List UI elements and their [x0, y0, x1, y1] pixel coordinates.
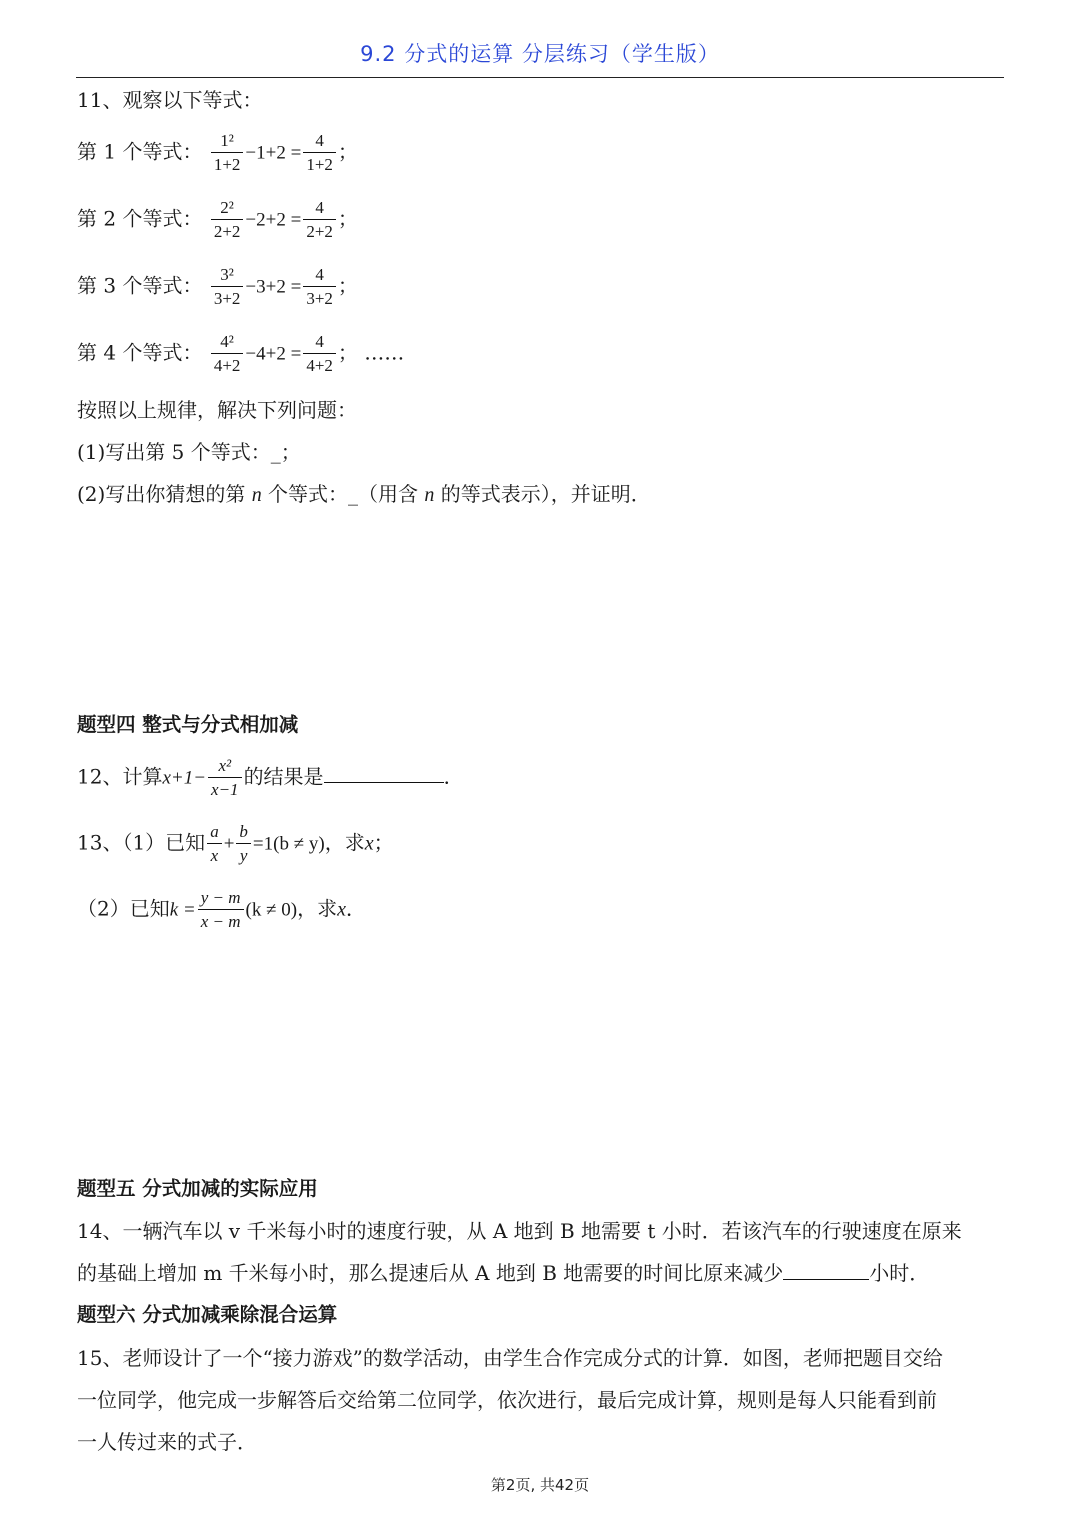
- q11-part-1: (1)写出第 5 个等式：_；: [77, 440, 301, 464]
- q13-fraction-a: $\frac{a}{x}$: [207, 823, 222, 865]
- q15-line-3: 一人传过来的式子．: [77, 1430, 257, 1454]
- q11-part-2: (2)写出你猜想的第 n 个等式：_（用含 n 的等式表示），并证明．: [77, 482, 651, 506]
- q11-rule-text: 按照以上规律，解决下列问题：: [77, 398, 357, 422]
- eq3-right-fraction: $\frac{4}{3+2}$: [303, 266, 336, 308]
- q11-equation-2: 第 2 个等式： $\frac{\text{2²}}{2+2}$ −2+2 = $\frac{4}{2+2}$ ；: [77, 198, 358, 241]
- eq2-label: 第 2 个等式：: [77, 206, 203, 231]
- q13-fraction-k: $\frac{y - m}{x - m}$: [198, 889, 244, 931]
- q14-line-1: 14、一辆汽车以 v 千米每小时的速度行驶，从 A 地到 B 地需要 t 小时．若该汽车的行驶速度在原来: [77, 1219, 962, 1243]
- eq4-left-fraction: $\frac{\text{4²}}{4+2}$: [211, 333, 244, 375]
- eq4-label: 第 4 个等式：: [77, 340, 203, 365]
- q12-answer-blank[interactable]: [324, 764, 444, 783]
- section-6-title: 题型六 分式加减乘除混合运算: [77, 1303, 338, 1326]
- eq3-left-fraction: $\frac{\text{3²}}{3+2}$: [211, 266, 244, 308]
- eq1-label: 第 1 个等式：: [77, 139, 203, 164]
- eq3-label: 第 3 个等式：: [77, 273, 203, 298]
- eq1-right-fraction: $\frac{4}{1+2}$: [303, 132, 336, 174]
- q13-fraction-b: $\frac{b}{y}$: [236, 823, 251, 865]
- eq1-left-fraction: $\frac{\text{1²}}{1+2}$: [211, 132, 244, 174]
- q11-equation-3: 第 3 个等式： $\frac{\text{3²}}{3+2}$ −3+2 = $\frac{4}{3+2}$ ；: [77, 265, 358, 308]
- q11-equation-1: 第 1 个等式： $\frac{\text{1²}}{1+2}$ −1+2 = $\frac{4}{1+2}$ ；: [77, 131, 358, 174]
- q12-fraction: $\frac{\text{x²}}{x-1}$: [208, 757, 242, 799]
- q11-equation-4: 第 4 个等式： $\frac{\text{4²}}{4+2}$ −4+2 = $\frac{4}{4+2}$ ； ……: [77, 332, 405, 375]
- section-5-title: 题型五 分式加减的实际应用: [77, 1177, 318, 1200]
- q13-part-1: 13、（1）已知 $\frac{a}{x}$ + $\frac{b}{y}$ =1(b ≠ y)，求x；: [77, 822, 394, 865]
- eq4-right-fraction: $\frac{4}{4+2}$: [303, 333, 336, 375]
- q12-question: 12、计算x+1− $\frac{\text{x²}}{x-1}$ 的结果是 ．: [77, 756, 464, 799]
- q15-line-2: 一位同学，他完成一步解答后交给第二位同学，依次进行，最后完成计算，规则是每人只能看到前: [77, 1388, 937, 1412]
- q14-answer-blank[interactable]: [783, 1261, 869, 1280]
- header-divider: [76, 77, 1004, 78]
- q14-line-2: 的基础上增加 m 千米每小时，那么提速后从 A 地到 B 地需要的时间比原来减少 小时．: [77, 1261, 930, 1285]
- section-4-title: 题型四 整式与分式相加减: [77, 713, 299, 736]
- q11-intro: 11、观察以下等式：: [77, 88, 263, 112]
- page-footer: 第2页, 共42页: [490, 1476, 590, 1494]
- eq2-left-fraction: $\frac{\text{2²}}{2+2}$: [211, 199, 244, 241]
- q15-line-1: 15、老师设计了一个“接力游戏”的数学活动，由学生合作完成分式的计算．如图，老师把题目交给: [77, 1346, 943, 1370]
- page-header-title: 9.2 分式的运算 分层练习（学生版）: [360, 42, 720, 66]
- eq2-right-fraction: $\frac{4}{2+2}$: [303, 199, 336, 241]
- q13-part-2: （2）已知k = $\frac{y - m}{x - m}$ (k ≠ 0)，求x．: [77, 888, 367, 931]
